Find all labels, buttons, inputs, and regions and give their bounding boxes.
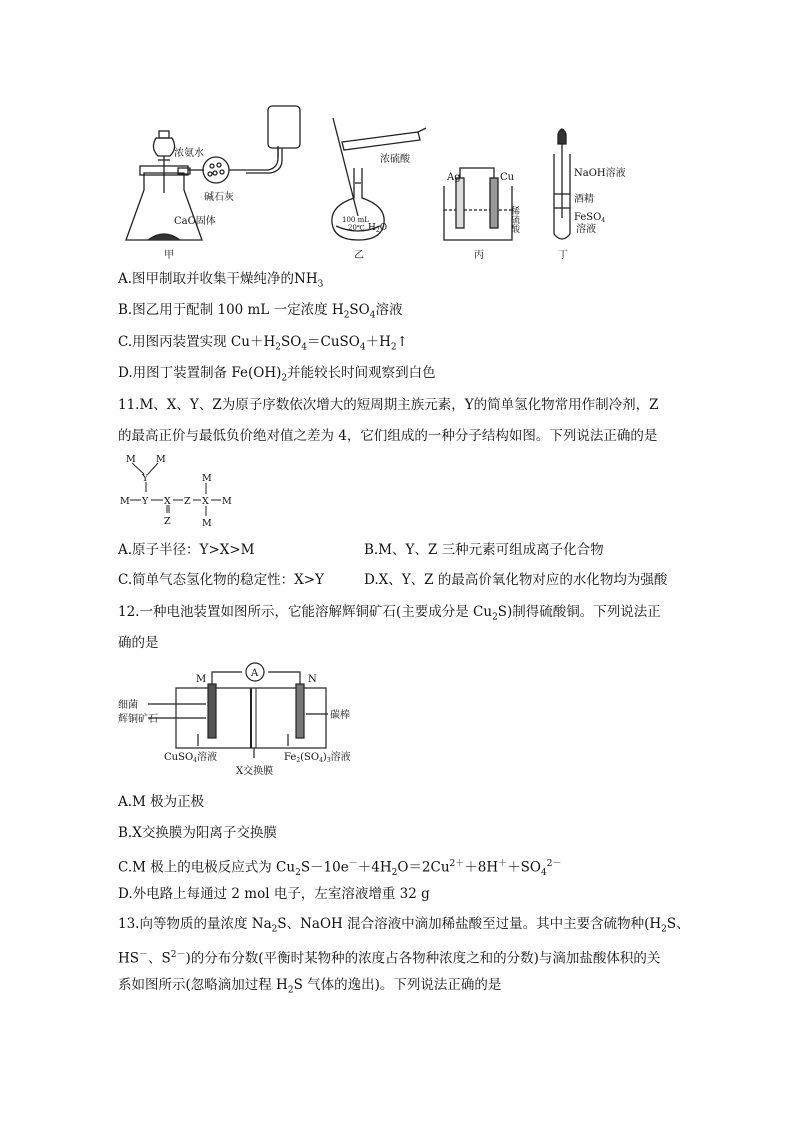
label-feso4-solution: 溶液 <box>576 224 596 235</box>
label-water: H <box>368 223 376 233</box>
apparatus-figure <box>118 98 628 268</box>
dropper-bulb <box>558 129 566 144</box>
label-cuso4: CuSO <box>164 752 194 763</box>
atom-y: Y <box>142 496 149 507</box>
label-cuso4-tail: 溶液 <box>196 752 217 763</box>
q11-option-c: C.简单气态氢化物的稳定性：X>Y <box>118 572 324 588</box>
q12-option-b: B.X交换膜为阳离子交换膜 <box>118 825 277 841</box>
electrode-n <box>296 684 304 738</box>
caption-bing: 丙 <box>474 250 484 261</box>
label-feso4-sub: 4 <box>601 217 606 224</box>
label-fe-sub: 2 <box>296 757 301 764</box>
caption-yi: 乙 <box>354 250 364 261</box>
q10-option-a: A.图甲制取并收集干燥纯净的$NH_3$ <box>118 271 324 290</box>
q12-stem-line1: 12.一种电池装置如图所示，它能溶解辉铜矿石(主要成分是 $Cu_2S$)制得硫酸铜。下列说法正 <box>118 604 661 623</box>
atom-y: Y <box>142 473 149 484</box>
electrode-m <box>208 684 216 738</box>
label-membrane: X交换膜 <box>236 766 274 777</box>
svg-text:FeSO4 <box>574 212 605 224</box>
q12-option-a: A.M 极为正极 <box>118 794 205 810</box>
q11-stem-line1: 11.M、X、Y、Z为原子序数依次增大的短周期主族元素，Y的简单氢化物常用作制冷剂，Z <box>118 397 659 413</box>
label-conc-h2so4: 浓硫酸 <box>380 154 410 165</box>
q12-option-c: C.M 极上的电极反应式为 $Cu_2S-10e^-+4H_2O=2Cu^{2+}+8H^++SO_4^{2-}$ <box>118 859 562 879</box>
label-fe-tail: 溶液 <box>330 752 351 763</box>
label-fe-mid2: ) <box>322 752 327 763</box>
label-m: M <box>196 674 207 685</box>
label-ore: 辉铜矿石 <box>118 714 158 725</box>
ammeter-label: A <box>251 668 259 679</box>
label-fe-sub2: 4 <box>319 757 323 764</box>
graduated-cylinder <box>342 132 420 150</box>
label-cuso4-sub: 4 <box>193 757 197 764</box>
q13-stem-line3: 系如图所示(忽略滴加过程 $H_2S$ 气体的逸出)。下列说法正确的是 <box>118 977 502 996</box>
atom-x: X <box>202 496 209 507</box>
svg-text:CuSO4溶液 <box>164 750 217 764</box>
q12-stem-line2: 确的是 <box>118 635 159 651</box>
label-carbon-rod: 碳棒 <box>330 710 350 721</box>
label-dilute-h2so4: 稀硫酸 <box>509 206 519 233</box>
q11-stem-line2: 的最高正价与最低负价绝对值之差为 4，它们组成的一种分子结构如图。下列说法正确的是 <box>118 428 658 444</box>
label-cao: CaO固体 <box>174 216 216 227</box>
q12-option-d: D.外电路上每通过 2 mol 电子，左室溶液增重 32 g <box>118 886 430 902</box>
label-alcohol: 酒精 <box>574 194 594 205</box>
q11-option-d: D.X、Y、Z 的最高价氧化物对应的水化物均为强酸 <box>364 572 668 588</box>
caption-ding: 丁 <box>558 250 568 261</box>
q10-option-b: B.图乙用于配制 100 mL 一定浓度 $H_2SO_4$溶液 <box>118 302 403 321</box>
q11-option-a: A.原子半径：Y>X>M <box>118 542 255 558</box>
label-flask-volume: 100 mL <box>342 216 369 224</box>
atom-z: Z <box>164 516 171 527</box>
q11-option-b: B.M、Y、Z 三种元素可组成离子化合物 <box>364 542 604 558</box>
label-bacteria: 细菌 <box>118 700 138 711</box>
atom-x: X <box>164 496 171 507</box>
label-cu: Cu <box>500 172 515 183</box>
label-flask-temp: 20℃ <box>348 224 365 232</box>
atom-z: Z <box>184 496 191 507</box>
caption-jia: 甲 <box>164 250 174 261</box>
dropping-funnel <box>153 138 174 156</box>
battery-figure <box>118 658 368 778</box>
label-ammonia-water: 浓氨水 <box>174 148 204 159</box>
atom-m: M <box>156 454 166 465</box>
q10-option-d: D.用图丁装置制备 $Fe(OH)_2$并能较长时间观察到白色 <box>118 365 436 384</box>
label-water-sub: 2 <box>375 227 380 234</box>
svg-text:Fe2(SO4)3溶液 <box>284 750 351 764</box>
svg-text:H2O <box>368 223 387 234</box>
molecule-structure <box>118 450 248 534</box>
label-n: N <box>308 674 317 685</box>
label-fe: Fe <box>284 752 297 763</box>
label-water-tail: O <box>379 223 388 233</box>
label-naoh: NaOH溶液 <box>574 168 626 179</box>
q13-stem-line2: HS－、$S^{2-}$)的分布分数(平衡时某物种的浓度占各物种浓度之和的分数)与滴加盐酸体积的关 <box>118 950 661 967</box>
atom-m: M <box>120 496 130 507</box>
label-ag: Ag <box>447 172 461 183</box>
atom-m: M <box>126 454 136 465</box>
label-fe-sub3: 3 <box>326 757 331 764</box>
label-fe-mid: (SO <box>300 752 320 763</box>
atom-m: M <box>222 496 232 507</box>
label-soda-lime: 碱石灰 <box>204 192 234 203</box>
drying-bulb <box>203 157 229 183</box>
beaker <box>444 186 512 240</box>
q13-stem-line1: 13.向等物质的量浓度 $Na_2S$、NaOH 混合溶液中滴加稀盐酸至过量。其中主要含硫物种($H_2S$、 <box>118 916 690 935</box>
label-feso4: FeSO <box>574 212 602 223</box>
atom-m: M <box>202 518 212 529</box>
q10-option-c: C.用图丙装置实现 $Cu+H_2SO_4=CuSO_4+H_2↑$ <box>118 334 408 353</box>
cu-electrode <box>490 178 498 228</box>
atom-m: M <box>202 473 212 484</box>
gas-collector <box>268 106 300 148</box>
ag-electrode <box>456 178 464 228</box>
